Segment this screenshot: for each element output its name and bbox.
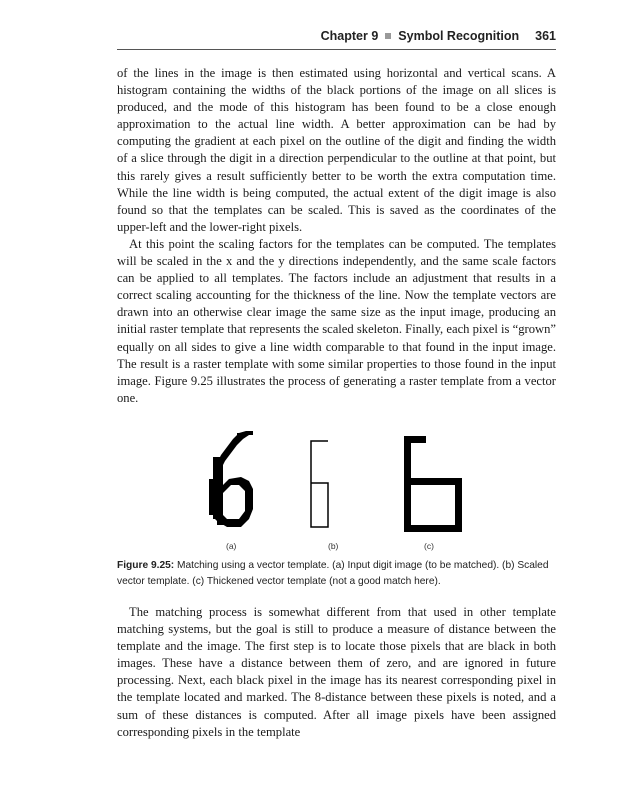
caption-text: Matching using a vector template. (a) Input digit image (to be matched). (b) Scaled vector template. (c) Thickened vector template (not a good match here). xyxy=(117,560,549,587)
running-header xyxy=(117,29,556,50)
chapter-label: Chapter 9 xyxy=(320,29,379,43)
sublabel-a: (a) xyxy=(226,541,237,551)
paragraph: The matching process is somewhat different from that used in other template matching systems, but the goal is still to produce a measure of distance between the template and the image. The first step is to locate those pixels that are black in both images. These have a distance between them of zero, and are ignored in future processing. Next, each black pixel in the image has its nearest corresponding pixel in the template located and marked. The 8-distance between these pixels is noted, and a sum of these distances is computed. After all image pixels have been assigned corresponding pixels in the template xyxy=(117,605,556,739)
figure-image xyxy=(117,427,556,555)
paragraph: of the lines in the image is then estimated using horizontal and vertical scans. A histogram containing the widths of the black portions of the image on all slices is produced, and the mode of this histogram has been found to be a close enough approximation to the actual line width. A better approximation can be had by computing the gradient at each pixel on the outline of the digit and finding the width of a slice through the digit in a direction perpendicular to the outline at that point, but this rarely gives a result sufficiently better to be worth the extra computation time. While the line width is being computed, the actual extent of the digit image is also found so that the templates can be scaled. This is saved as the coordinates of the upper-left and the lower-right pixels. xyxy=(117,66,556,234)
body-text-top xyxy=(117,65,556,407)
thickened-vector-template xyxy=(404,436,462,532)
separator-square-icon xyxy=(385,33,391,39)
paragraph: At this point the scaling factors for the templates can be computed. The templates will be scaled in the x and the y directions independently, and the same scale factors can be applied to all templates. The factors include an adjustment that results in a correct scaling accounting for the thickness of the line. Now the template vectors are drawn into an otherwise clear image the same size as the input image, producing an initial raster template that represents the scaled skeleton. Finally, each pixel is “grown” equally on all sides to give a line width comparable to that found in the input image. The result is a raster template with some similar properties to those found in the input image. Figure 9.25 illustrates the process of generating a raster template from a vector one. xyxy=(117,236,556,405)
body-text-bottom xyxy=(117,604,556,741)
chapter-title: Symbol Recognition xyxy=(398,29,520,43)
figure-caption xyxy=(117,558,556,590)
input-digit-six xyxy=(209,431,253,527)
sublabel-b: (b) xyxy=(328,541,339,551)
page-number: 361 xyxy=(535,29,556,43)
caption-label: Figure 9.25: xyxy=(117,560,175,571)
sublabel-c: (c) xyxy=(424,541,434,551)
scaled-vector-template xyxy=(311,441,328,527)
figure-9-25 xyxy=(117,427,556,555)
